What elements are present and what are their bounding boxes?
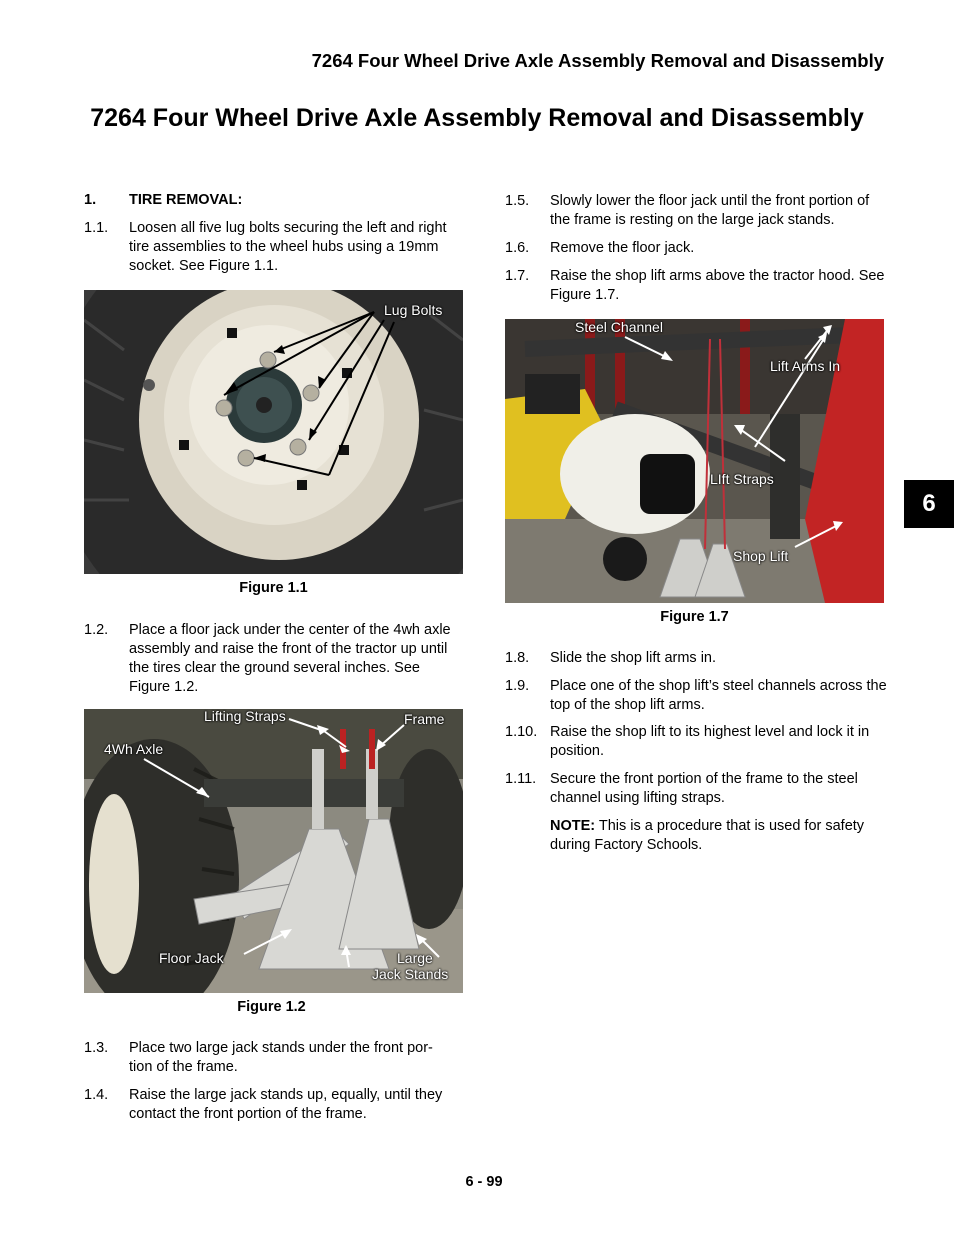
chapter-tab: 6 (904, 480, 954, 528)
step-1-6: 1.6. Remove the floor jack. (505, 240, 695, 256)
running-header: 7264 Four Wheel Drive Axle Assembly Removal and Disassembly (311, 50, 884, 71)
label-shop-lift: Shop Lift (733, 548, 789, 564)
step-1-5: 1.5. Slowly lower the floor jack until the front portion of the frame is resting on the large jack stands. (505, 193, 870, 228)
label-frame: Frame (404, 711, 445, 727)
label-lift-straps: LIft Straps (710, 471, 774, 487)
safety-note (550, 817, 890, 857)
figure-1-2-caption: Figure 1.2 (237, 999, 306, 1015)
step-1-1: 1.1. Loosen all five lug bolts securing the left and right tire assemblies to the wheel hubs using a 19mm socket. See Figure 1.1. (84, 220, 447, 274)
step-1-10: 1.10. Raise the shop lift to its highest level and lock it in position. (505, 724, 870, 759)
note-text: This is a procedure that is used for safety during Factory Schools. (550, 818, 865, 853)
label-lug-bolts: Lug Bolts (384, 302, 443, 318)
label-lifting-straps: Lifting Straps (204, 709, 286, 724)
label-floor-jack: Floor Jack (159, 950, 224, 966)
figure-1-7-photo (505, 319, 884, 603)
section-heading: 1. TIRE REMOVAL: (84, 192, 243, 208)
figure-1-1-photo (84, 290, 463, 574)
label-large: Large (397, 950, 433, 966)
figure-1-7-caption: Figure 1.7 (660, 609, 729, 625)
note-label: NOTE: (550, 818, 596, 834)
figure-1-2-photo (84, 709, 463, 993)
step-1-4: 1.4. Raise the large jack stands up, equally, until they contact the front portion of the frame. (84, 1087, 443, 1122)
step-1-7: 1.7. Raise the shop lift arms above the tractor hood. See Figure 1.7. (505, 268, 885, 303)
step-1-9: 1.9. Place one of the shop lift’s steel channels across the top of the shop lift arms. (505, 678, 887, 713)
wheel-illustration (84, 290, 463, 574)
label-lift-arms-in: Lift Arms In (770, 358, 841, 374)
page-number: 6 - 99 (465, 1174, 503, 1190)
step-1-8: 1.8. Slide the shop lift arms in. (505, 650, 717, 666)
step-1-2: 1.2. Place a floor jack under the center of the 4wh axle assembly and raise the front of the tractor up until the tires clear the ground several inches. See Figure 1.2. (84, 622, 451, 695)
step-1-3: 1.3. Place two large jack stands under the front por- tion of the frame. (84, 1040, 433, 1075)
figure-1-1-caption: Figure 1.1 (239, 580, 308, 596)
step-1-3-line-1: Place two large jack stands under the front por- (129, 1040, 433, 1056)
page-title: 7264 Four Wheel Drive Axle Assembly Removal and Disassembly (90, 104, 864, 132)
label-jack-stands: Jack Stands (372, 966, 449, 982)
step-1-3-line-2: tion of the frame. (129, 1059, 238, 1075)
label-steel-channel: Steel Channel (575, 319, 663, 335)
step-1-11: 1.11. Secure the front portion of the frame to the steel channel using lifting straps. (505, 771, 858, 806)
label-4wh-axle: 4Wh Axle (104, 741, 164, 757)
